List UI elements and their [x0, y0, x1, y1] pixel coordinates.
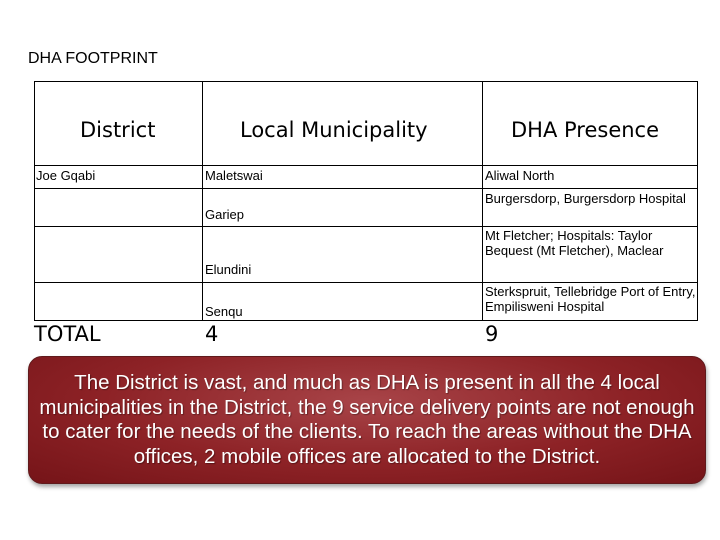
column-divider: [34, 81, 35, 321]
row-divider: [34, 165, 698, 166]
district-cell: Joe Gqabi: [36, 168, 96, 183]
row-divider: [34, 282, 698, 283]
column-divider: [202, 81, 203, 321]
row-divider: [34, 188, 698, 189]
table-border-top: [34, 81, 698, 82]
presence-cell: Mt Fletcher; Hospitals: Taylor Bequest (Mt Fletcher), Maclear: [485, 228, 664, 258]
total-label: TOTAL: [34, 322, 101, 346]
total-presence: 9: [485, 322, 499, 346]
callout-box: [28, 356, 706, 484]
municipality-cell: Elundini: [205, 262, 252, 277]
slide-title: DHA FOOTPRINT: [28, 50, 158, 67]
presence-cell: Sterkspruit, Tellebridge Port of Entry, Empilisweni Hospital: [485, 284, 696, 314]
municipality-cell: Maletswai: [205, 168, 263, 183]
header-dha-presence: DHA Presence: [511, 118, 660, 142]
row-divider: [34, 226, 698, 227]
header-district: District: [80, 118, 156, 142]
presence-cell: Burgersdorp, Burgersdorp Hospital: [485, 191, 686, 206]
row-divider: [34, 320, 698, 321]
presence-cell: Aliwal North: [485, 168, 555, 183]
municipality-cell: Senqu: [205, 304, 243, 319]
total-municipalities: 4: [205, 322, 219, 346]
callout-text: The District is vast, and much as DHA is present in all the 4 local municipalities in the District, the 9 service delivery points are not enough to cater for the needs of the clients. To reach the areas without the DHA offices, 2 mobile offices are allocated to the District.: [39, 371, 695, 468]
column-divider: [482, 81, 483, 321]
header-local-municipality: Local Municipality: [240, 118, 428, 142]
municipality-cell: Gariep: [205, 207, 245, 222]
